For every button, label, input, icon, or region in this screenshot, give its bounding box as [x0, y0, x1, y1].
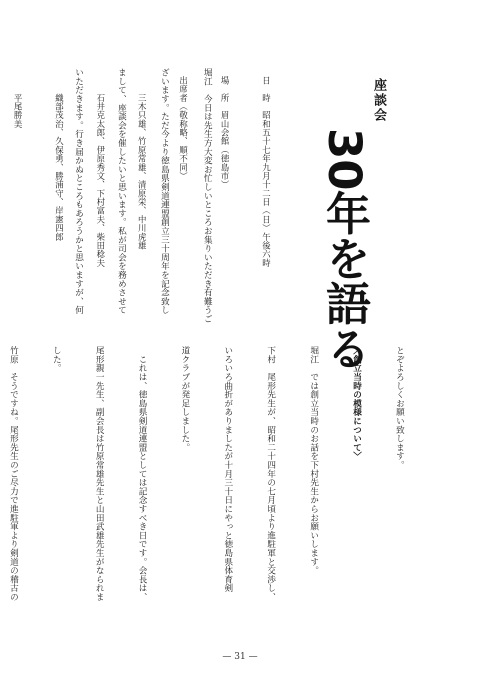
dialogue-line: した。 [51, 346, 62, 373]
section-subheading: 〈創立当時の模様について〉 [351, 346, 362, 461]
dialogue-body [0, 346, 435, 601]
page-title: 30年を語る [318, 128, 371, 371]
info-attendees-line: 石井克太郎、伊原秀文、下村富夫、柴田稔夫 [95, 76, 106, 268]
info-attendees-line: 三木只雄、竹原常雄、清原栄、中川虎雄 [137, 76, 148, 250]
dialogue-line: いただきます。行き届かぬところもあろうかと思いますが、何 [73, 68, 84, 315]
dialogue-line: これは、徳島県剣道連盟としては記念すべき日です。会長は、 [137, 346, 148, 602]
info-date: 日 時 昭和五十七年九月十二日（日）午後六時 [261, 76, 272, 268]
dialogue-line: 下村 尾形先生が、昭和二十四年の七月頃より進駐軍と交渉し、 [265, 346, 276, 602]
dialogue-line: まして、座談会を催したいと思います。私が司会を務めさせて [116, 68, 127, 315]
dialogue-line: ざいます。ただ今より徳島県剣道連盟創立三十周年を記念致し [159, 68, 170, 315]
intro-remarks [57, 68, 243, 323]
dialogue-line: 尾形親一先生、副会長は竹原常雄先生と山田武雄先生がなられま [94, 346, 105, 602]
dialogue-line: いろいろ曲折がありましたが十月三十日にやっと徳島県体育剣 [222, 346, 233, 593]
dialogue-line: 堀江 では創立当時のお話を下村先生からお願いします。 [308, 346, 319, 575]
dialogue-line: とぞよろしくお願い致します。 [394, 346, 405, 470]
dialogue-line: 竹原 そうですね。尾形先生のご尽力で進駐軍より剣道の稽古の [8, 346, 19, 602]
section-kicker: 座談会 [371, 78, 386, 123]
dialogue-line: 堀江 今日は先生方大変お忙しいところお集りいただき有難うご [202, 68, 213, 324]
info-attendees-heading: 出席者（敬称略、順不同） [178, 76, 189, 181]
info-attendees-line: 平尾勝美 [13, 76, 24, 129]
page-number: — 31 — [222, 652, 258, 662]
info-attendees-line: 織部茂治、久保勇、勝浦守、岸憲四郎 [54, 76, 65, 242]
dialogue-line: 道クラブが発足しました。 [179, 346, 190, 452]
info-venue: 場 所 眉山会館（徳島市） [220, 76, 231, 189]
